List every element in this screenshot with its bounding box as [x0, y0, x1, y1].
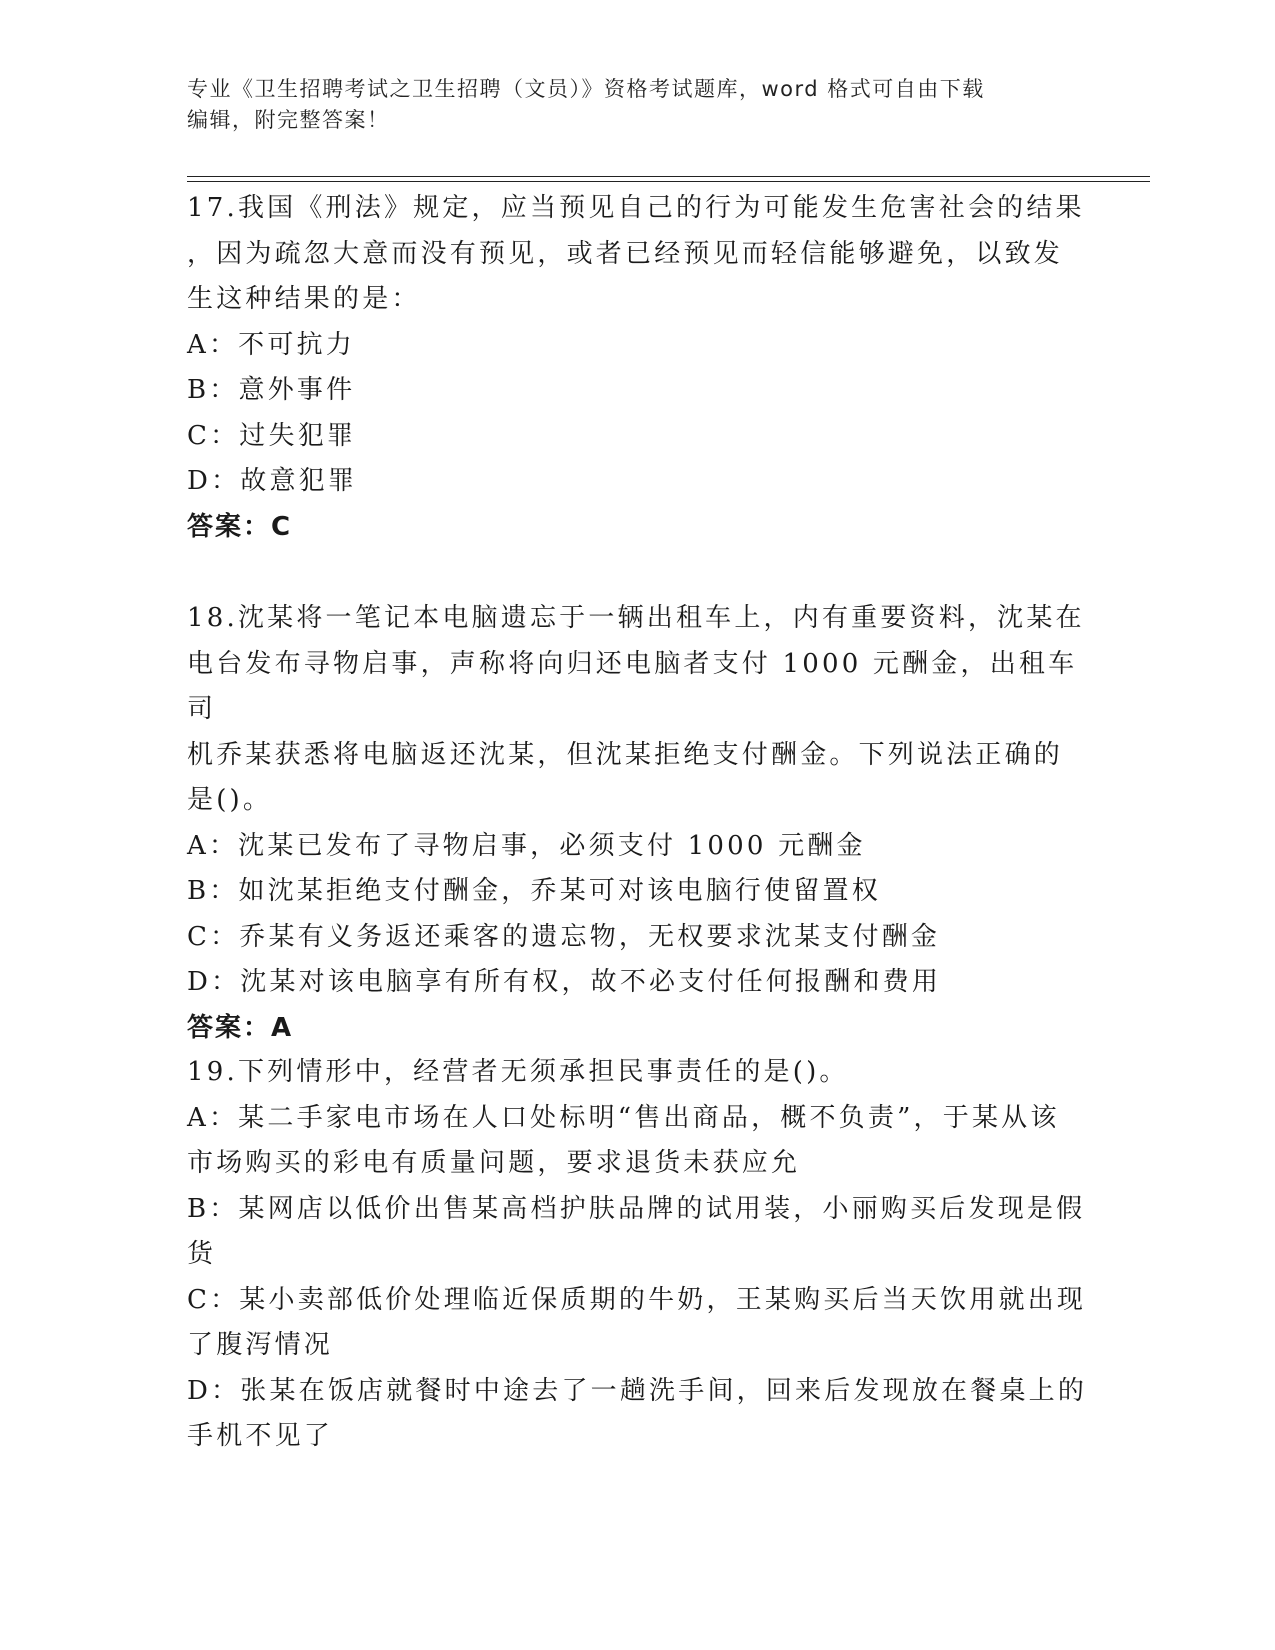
question-stem-line: ，因为疏忽大意而没有预见，或者已经预见而轻信能够避免，以致发: [187, 238, 1064, 269]
question-18: [187, 596, 1092, 1051]
option-b-cont: 货: [187, 1239, 217, 1269]
question-stem-line: 生这种结果的是：: [187, 284, 421, 314]
question-stem-line: 17.我国《刑法》规定，应当预见自己的行为可能发生危害社会的结果: [187, 193, 1085, 223]
header-line-2: 编辑，附完整答案！: [187, 108, 390, 132]
question-17: [187, 186, 1092, 550]
option-d-cont: 手机不见了: [187, 1421, 334, 1451]
option-c: C：过失犯罪: [187, 420, 357, 451]
header-rule-bottom: [187, 181, 1150, 182]
option-b: B：意外事件: [187, 375, 356, 405]
question-19: [187, 1050, 1092, 1460]
option-c-cont: 了腹泻情况: [187, 1330, 334, 1360]
option-c: C：某小卖部低价处理临近保质期的牛奶，王某购买后当天饮用就出现: [187, 1284, 1087, 1315]
question-stem-line: 机乔某获悉将电脑返还沈某，但沈某拒绝支付酬金。下列说法正确的: [187, 739, 1064, 770]
option-d: D：故意犯罪: [187, 466, 358, 496]
option-a: A：某二手家电市场在人口处标明“售出商品，概不负责”，于某从该: [187, 1102, 1060, 1133]
document-header: [187, 74, 1067, 136]
option-a: A：沈某已发布了寻物启事，必须支付 1000 元酬金: [187, 830, 866, 861]
question-stem-line: 是()。: [187, 785, 273, 815]
header-rule-top: [187, 176, 1150, 177]
header-line-1: 专业《卫生招聘考试之卫生招聘（文员）》资格考试题库，word 格式可自由下载: [187, 77, 985, 101]
option-a: A：不可抗力: [187, 329, 355, 360]
option-c: C：乔某有义务返还乘客的遗忘物，无权要求沈某支付酬金: [187, 921, 941, 952]
question-stem-line: 19.下列情形中，经营者无须承担民事责任的是()。: [187, 1057, 849, 1087]
option-d: D：沈某对该电脑享有所有权，故不必支付任何报酬和费用: [187, 967, 942, 997]
answer: 答案：C: [187, 511, 293, 542]
question-stem-line: 电台发布寻物启事，声称将向归还电脑者支付 1000 元酬金，出租车司: [187, 648, 1078, 724]
option-d: D：张某在饭店就餐时中途去了一趟洗手间，回来后发现放在餐桌上的: [187, 1375, 1088, 1406]
answer: 答案：A: [187, 1012, 294, 1043]
question-stem-line: 18.沈某将一笔记本电脑遗忘于一辆出租车上，内有重要资料，沈某在: [187, 603, 1085, 633]
option-b: B：如沈某拒绝支付酬金，乔某可对该电脑行使留置权: [187, 876, 881, 906]
option-b: B：某网店以低价出售某高档护肤品牌的试用装，小丽购买后发现是假: [187, 1193, 1086, 1224]
option-a-cont: 市场购买的彩电有质量问题，要求退货未获应允: [187, 1148, 801, 1178]
